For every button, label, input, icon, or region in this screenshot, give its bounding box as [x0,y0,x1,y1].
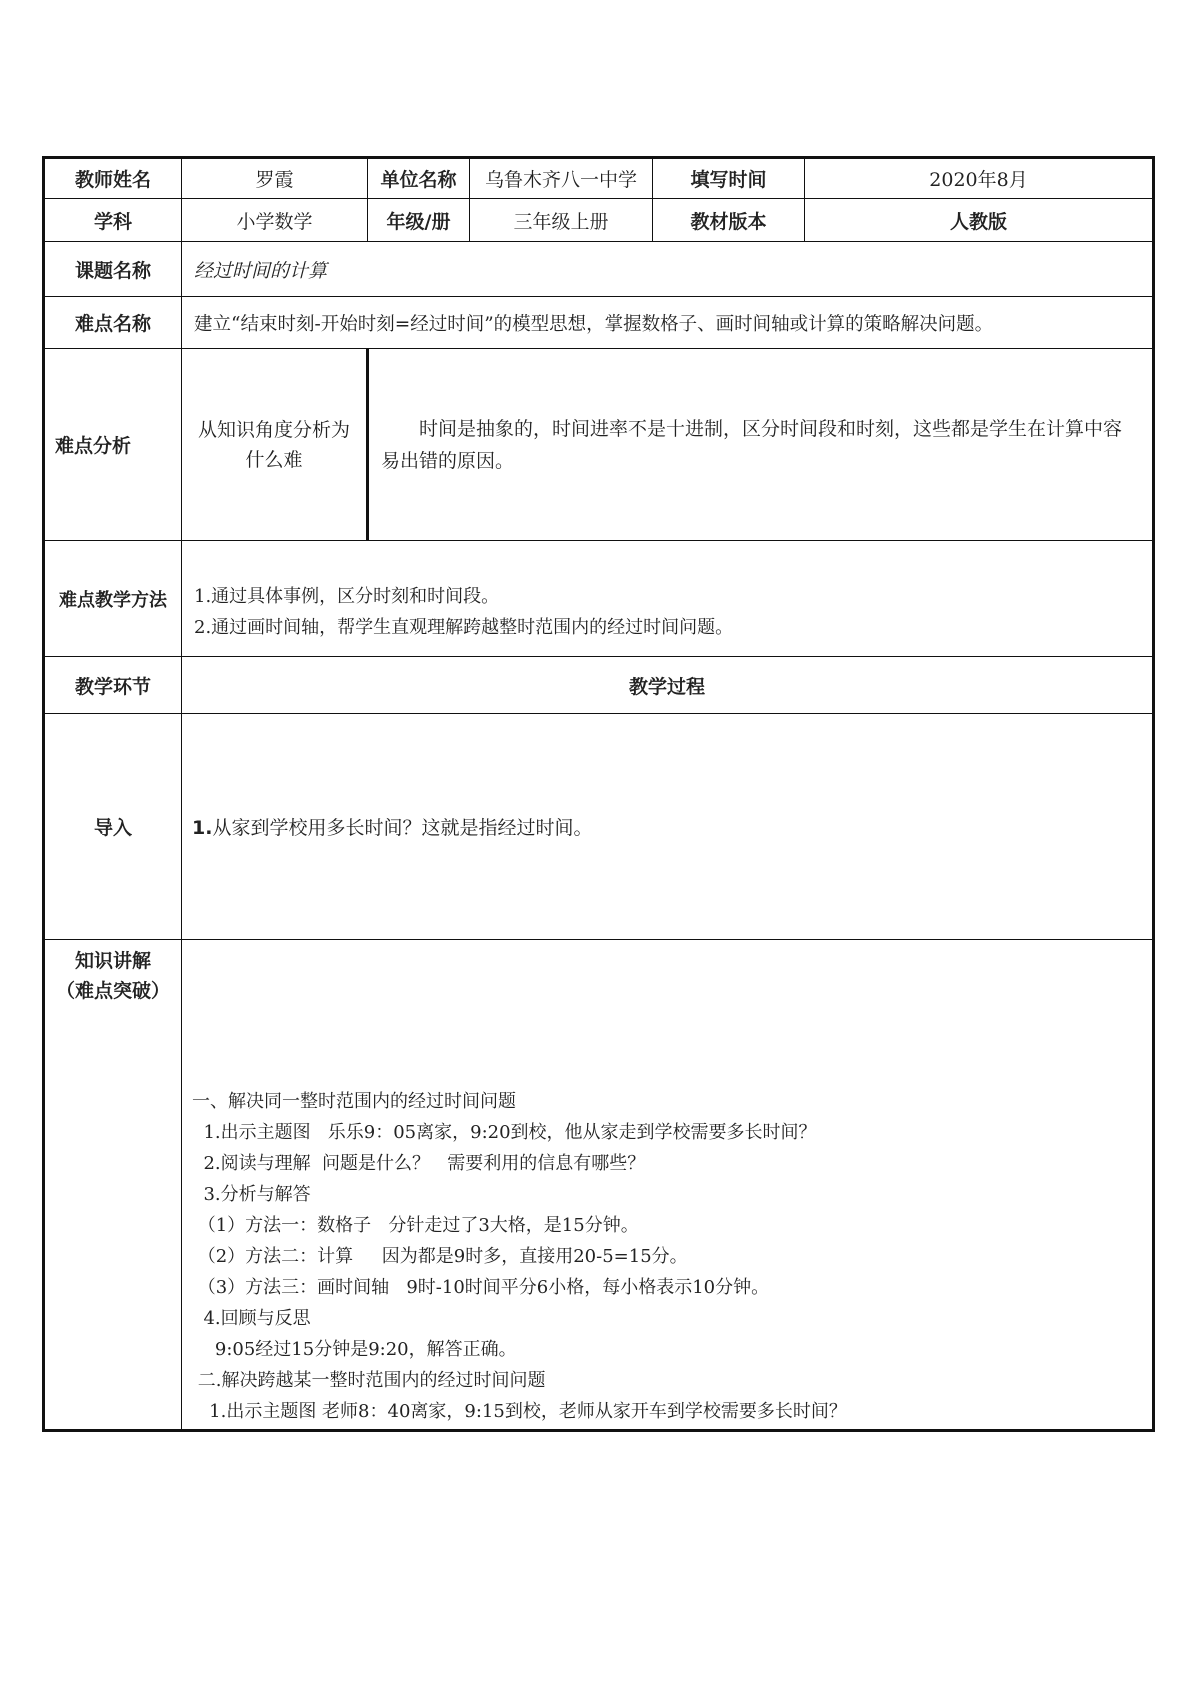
lesson-plan-table [42,156,1155,1432]
knowledge-line: （2）方法二：计算 因为都是9时多，直接用20-5=15分。 [192,1246,688,1267]
method-cell [182,541,1154,657]
unit-label: 单位名称 [368,158,470,199]
knowledge-sublabel: （难点突破） [55,980,170,1002]
analysis-text: 时间是抽象的，时间进率不是十进制，区分时间段和时刻，这些都是学生在计算中容易出错的原因。 [381,418,1123,472]
date-label: 填写时间 [653,158,805,199]
teacher-label: 教师姓名 [44,158,182,199]
knowledge-line: 一、解决同一整时范围内的经过时间问题 [192,1091,516,1112]
knowledge-label-cell [44,940,182,1431]
analysis-row [44,349,1154,541]
unit-name: 乌鲁木齐八一中学 [470,158,653,199]
method-line: 2.通过画时间轴，帮学生直观理解跨越整时范围内的经过时间问题。 [194,617,734,638]
process-label: 教学环节 [44,657,182,714]
header-row-1 [44,158,1154,199]
teacher-name: 罗霞 [182,158,368,199]
difficulty-label: 难点名称 [44,297,182,349]
subject-label: 学科 [44,199,182,242]
grade-label: 年级/册 [368,199,470,242]
method-line: 1.通过具体事例，区分时刻和时间段。 [194,586,500,607]
lesson-plan-document [42,156,1152,1432]
knowledge-line: 2.阅读与理解 问题是什么？ 需要利用的信息有哪些？ [192,1153,646,1174]
header-row-2 [44,199,1154,242]
knowledge-line: 3.分析与解答 [192,1184,311,1205]
knowledge-content [182,940,1154,1431]
edition-label: 教材版本 [653,199,805,242]
intro-cell [182,714,1154,940]
method-row [44,541,1154,657]
difficulty-value: 建立“结束时刻-开始时刻=经过时间”的模型思想，掌握数格子、画时间轴或计算的策略解决问题。 [182,297,1154,349]
subject-value: 小学数学 [182,199,368,242]
topic-row [44,242,1154,297]
grade-value: 三年级上册 [470,199,653,242]
process-header-row [44,657,1154,714]
intro-number: 1. [192,817,213,839]
process-value: 教学过程 [182,657,1154,714]
topic-value: 经过时间的计算 [182,242,1154,297]
analysis-text-cell [368,349,1154,541]
knowledge-row [44,940,1154,1431]
knowledge-line: （3）方法三：画时间轴 9时-10时间平分6小格，每小格表示10分钟。 [192,1277,770,1298]
knowledge-line: 1.出示主题图 乐乐9：05离家，9:20到校，他从家走到学校需要多长时间？ [192,1122,817,1143]
knowledge-line: （1）方法一：数格子 分针走过了3大格，是15分钟。 [192,1215,639,1236]
method-label: 难点教学方法 [44,541,182,657]
intro-text: 从家到学校用多长时间？这就是指经过时间。 [212,817,593,839]
date-value: 2020年8月 [805,158,1154,199]
topic-label: 课题名称 [44,242,182,297]
knowledge-line: 二.解决跨越某一整时范围内的经过时间问题 [192,1370,546,1391]
intro-label: 导入 [44,714,182,940]
knowledge-line: 4.回顾与反思 [192,1308,311,1329]
edition-value: 人教版 [805,199,1154,242]
knowledge-line: 1.出示主题图 老师8：40离家，9:15到校，老师从家开车到学校需要多长时间？ [192,1401,847,1422]
analysis-label: 难点分析 [44,349,182,541]
intro-row [44,714,1154,940]
analysis-sub-label: 从知识角度分析为什么难 [182,349,368,541]
knowledge-line: 9:05经过15分钟是9:20，解答正确。 [192,1339,517,1360]
difficulty-row [44,297,1154,349]
knowledge-label: 知识讲解 [74,950,151,972]
